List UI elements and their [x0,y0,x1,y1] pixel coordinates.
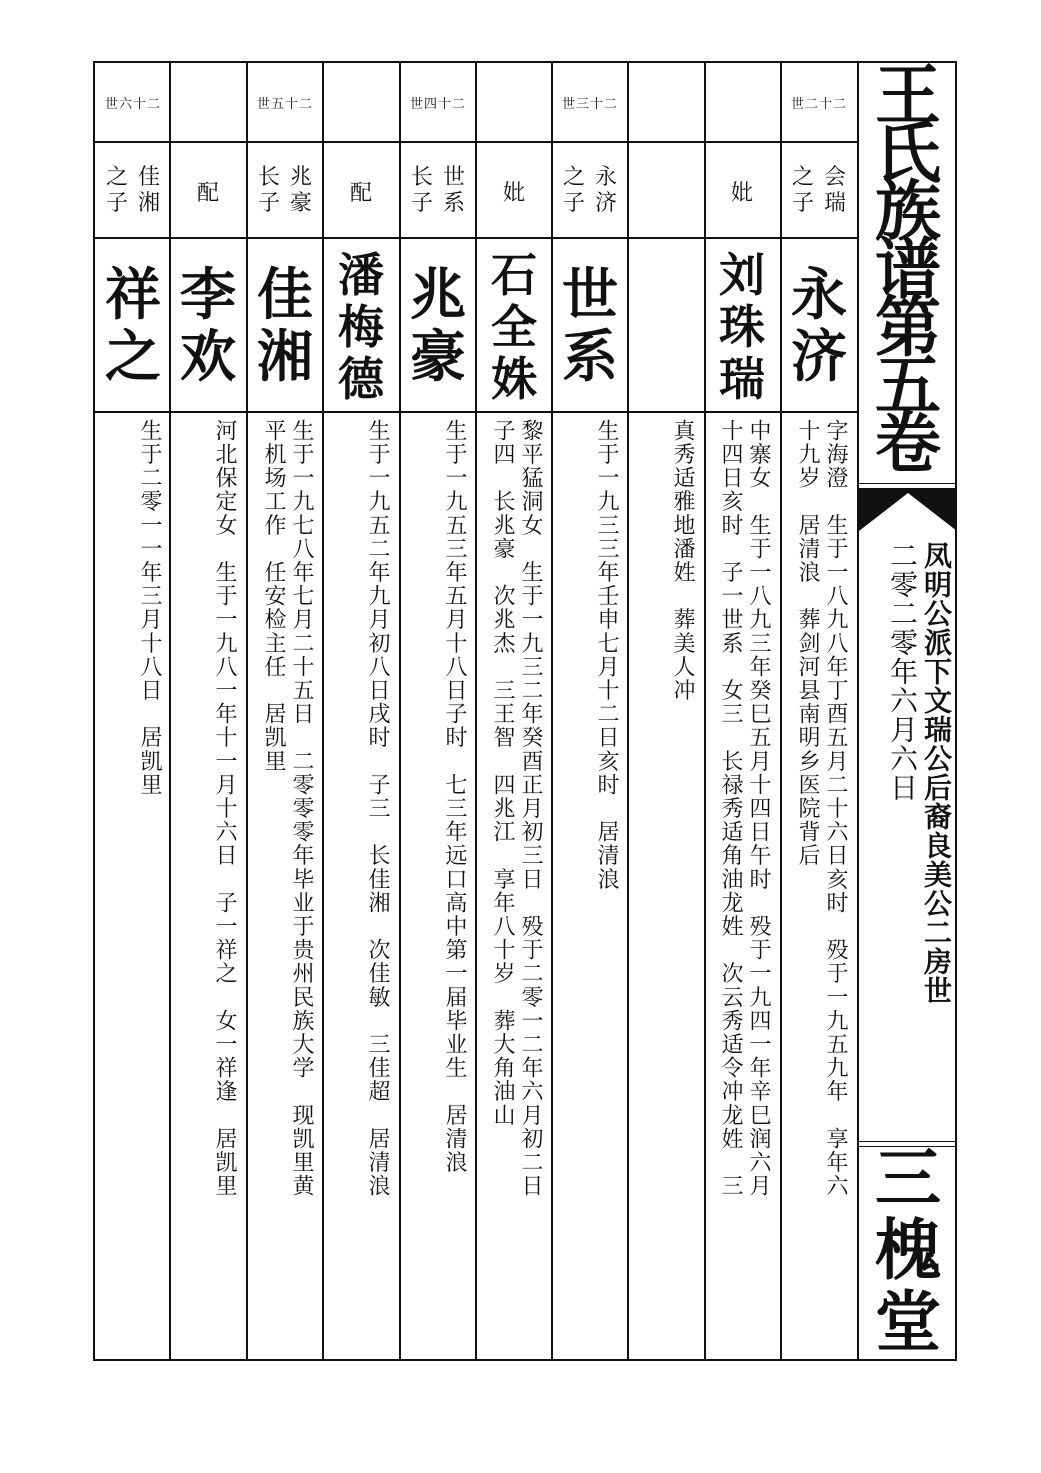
biography-cell [552,419,628,1349]
relation-text: 长子 [257,165,280,216]
person-name: 刘珠瑞 [719,248,765,406]
biography-cell [781,419,857,1349]
relation-cell: 配 [349,180,372,206]
generation-label [704,63,780,141]
generation-label [476,63,552,141]
relation-cell [95,143,171,239]
generation-label: 世三十二 [561,96,618,112]
generation-label [170,63,246,141]
biography-text: 字海澄 生于一八九八年丁酉五月二十六日亥时 殁于一九五九年 享年六 十九岁 居清浪 葬剑河县南明乡医院背后 [795,419,848,1198]
relation-text: 之子 [562,165,585,216]
relation-cell: 配 [196,180,219,206]
biography-cell [247,419,323,1349]
biography-text: 中寨女 生于一八九三年癸巳五月十四日午时 殁于一九四一年辛巳润六月 十四日亥时 子一世系 女三 长禄秀适角油龙姓 次云秀适令冲龙姓 三 [718,419,771,1198]
generation-label: 世五十二 [256,96,313,112]
biography-text: 黎平猛洞女 生于一九三二年癸酉正月初三日 殁于二零一二年六月初二日 子四 长兆豪 次兆杰 三王智 四兆江 享年八十岁 葬大角油山 [490,419,543,1198]
biography-text: 生于一九五三年五月十八日子时 七三年远口高中第一届毕业生 居清浪 [442,419,467,1175]
person-name: 佳湘 [257,263,313,390]
relation-cell [781,143,857,239]
biography-text: 河北保定女 生于一九八一年十一月十六日 子一祥之 女一祥逢 居凯里 [212,419,237,1198]
person-name: 世系 [562,263,618,390]
relation-text: 会瑞 [823,165,846,216]
generation-label: 世四十二 [409,96,466,112]
genealogy-page [93,57,957,1361]
relation-text: 之子 [791,165,814,216]
hall-name: 三槐堂 [875,1140,941,1361]
biography-cell [628,419,704,1349]
biography-text: 生于一九三三年壬申七月十二日亥时 居清浪 [594,419,619,891]
fishtail-ornament-icon [859,489,957,531]
biography-text: 生于一九七八年七月二十五日 二零零零年毕业于贵州民族大学 现凯里黄 平机场工作 任安检主任 居凯里 [261,419,314,1198]
biography-cell [400,419,476,1349]
relation-text: 之子 [105,165,128,216]
relation-text: 世系 [442,165,465,216]
lineage-branch-text: 凤明公派下文瑞公后裔良美公二房世 [920,541,953,1005]
lineage-subtitle [873,541,953,1131]
person-name: 祥之 [105,263,161,390]
relation-cell [400,143,476,239]
person-name: 潘梅德 [338,248,384,406]
biography-text: 真秀适雅地潘姓 葬美人冲 [670,419,695,703]
relation-cell [552,143,628,239]
relation-text: 兆豪 [289,165,312,216]
relation-cell [247,143,323,239]
person-name: 石全姝 [491,248,537,406]
relation-cell: 妣 [730,180,753,206]
relation-text: 佳湘 [137,165,160,216]
relation-text: 长子 [410,165,433,216]
relation-cell: 妣 [502,180,525,206]
compile-date-text: 二零二零年六月六日 [886,541,919,802]
title-panel [857,57,957,1361]
biography-cell [704,419,780,1349]
biography-cell [323,419,399,1349]
generation-label: 世二十二 [790,96,847,112]
person-name: 兆豪 [410,263,466,390]
biography-cell [476,419,552,1349]
generation-label: 世六十二 [104,96,161,112]
biography-text: 生于一九五二年九月初八日戌时 子三 长佳湘 次佳敏 三佳超 居清浪 [365,419,390,1198]
volume-title: 王氏族谱第五卷 [875,57,941,482]
biography-text: 生于二零一一年三月十八日 居凯里 [137,419,162,797]
biography-cell [170,419,246,1349]
generation-label [323,63,399,141]
relation-text: 永济 [594,165,617,216]
person-name: 李欢 [180,263,236,390]
biography-cell [95,419,171,1349]
person-name: 永济 [791,263,847,390]
